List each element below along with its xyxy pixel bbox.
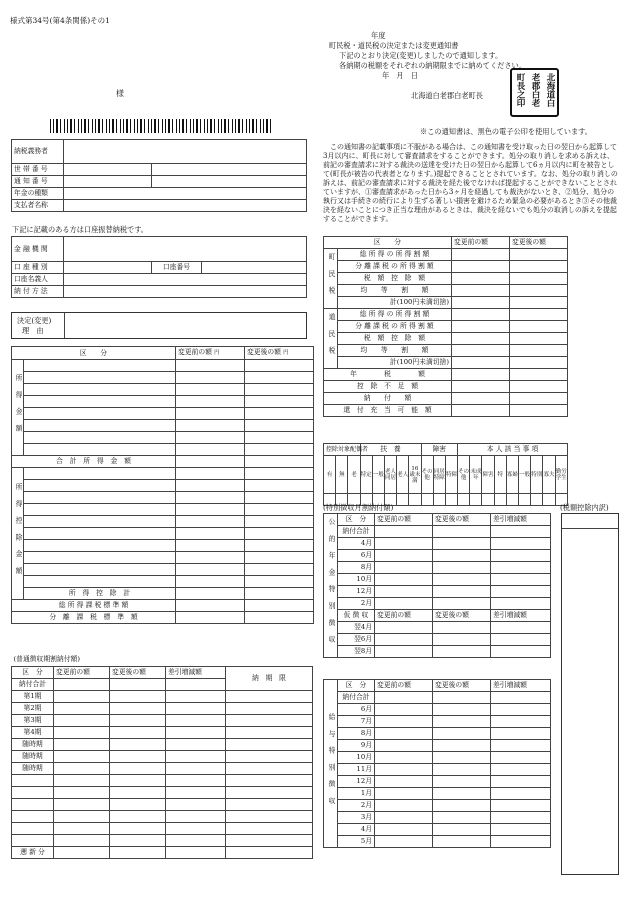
tax-header-category: 区 分	[324, 237, 452, 249]
pension-row-label: 6月	[338, 550, 375, 562]
payment-method-value[interactable]	[64, 286, 307, 298]
status-cell-label: 障害	[482, 456, 494, 494]
status-group-self: 本 人 該 当 事 項	[458, 444, 568, 456]
status-group-spouse: 控除対象配偶者	[324, 444, 361, 456]
status-cell-label: 有	[324, 456, 336, 494]
account-type-value[interactable]	[64, 262, 152, 274]
bank-table	[11, 236, 307, 298]
status-cell-label: 老人同居	[384, 456, 396, 494]
bank-note: 下記に記載のある方は口座振替納税です。	[12, 225, 148, 234]
addressee-sama: 様	[116, 89, 124, 98]
status-cell-label: 一般	[519, 456, 531, 494]
issue-date: 年 月 日	[382, 71, 418, 80]
pension-side-label: 公的年金特別徴収	[324, 514, 338, 658]
payer-name-label: 支払者名称	[12, 200, 64, 212]
ordinary-row-label: 第1期	[12, 690, 54, 702]
seal-note: ※この通知書は、黒色の電子公印を使用しています。	[420, 127, 592, 136]
taxpayer-value[interactable]	[64, 140, 307, 164]
sokyu-label: 遡 新 分	[12, 846, 54, 858]
status-cell-value[interactable]	[531, 494, 543, 506]
reason-label-1: 決定(変更)	[17, 316, 52, 325]
status-cell-label: その他	[458, 456, 470, 494]
status-cell-label: 寡夫	[543, 456, 555, 494]
machi-row: 税 額 控 除 額	[338, 273, 452, 285]
standard-separate-label: 分 離 課 税 標 準 額	[12, 612, 176, 624]
status-cell-value[interactable]	[445, 494, 457, 506]
deduct-total-after[interactable]	[245, 588, 314, 600]
status-cell-label: 寡婦	[506, 456, 518, 494]
ordinary-row-label: 第4期	[12, 726, 54, 738]
provisional-row-label: 翌4月	[338, 622, 375, 634]
special-title: (特別徴収月割納付額)	[323, 503, 394, 512]
ordinary-header-after: 変更後の額	[110, 666, 166, 678]
seal-col-3: 町長之印	[515, 73, 525, 107]
pension-row-label: 12月	[338, 586, 375, 598]
pension-table	[323, 513, 551, 658]
salary-row-label: 4月	[338, 824, 375, 836]
deduction-shortfall-label: 控 除 不 足 額	[324, 381, 452, 393]
salary-table	[323, 679, 551, 848]
status-cell-value[interactable]	[421, 494, 433, 506]
pension-row-label: 納付合計	[338, 526, 375, 538]
income-total-after[interactable]	[245, 456, 314, 468]
form-number: 様式第34号(第4条関係)その1	[10, 16, 110, 25]
status-group-disability: 障害	[421, 444, 458, 456]
status-cell-label: 一般	[372, 456, 384, 494]
taxpayer-label: 納税義務者	[12, 140, 64, 164]
deduct-total-before[interactable]	[176, 588, 245, 600]
do-side-label: 道民税	[324, 309, 338, 369]
pension-row-label: 8月	[338, 562, 375, 574]
status-cell-label: 老人	[397, 456, 409, 494]
provisional-header-before: 変更前の額	[375, 610, 433, 622]
payment-amount-label: 納 付 額	[324, 393, 452, 405]
do-row: 税 額 控 除 額	[338, 333, 452, 345]
status-cell-label: 特	[494, 456, 506, 494]
reason-label-2: 理 由	[22, 326, 44, 335]
ordinary-header-category: 区 分	[12, 666, 54, 678]
pension-header-category: 区 分	[338, 514, 375, 526]
income-side-label: 所得金額	[12, 360, 24, 456]
salary-header-after: 変更後の額	[433, 680, 491, 692]
status-cell-label: 未成年	[470, 456, 482, 494]
status-cell-value[interactable]	[506, 494, 518, 506]
status-cell-label: 特別	[531, 456, 543, 494]
salary-row-label: 8月	[338, 728, 375, 740]
status-cell-label: その他	[421, 456, 433, 494]
ordinary-header-diff: 差引増減額	[166, 666, 226, 678]
notice-title: 町民税・道民税の決定または変更通知書	[329, 41, 459, 50]
salary-header-diff: 差引増減額	[491, 680, 551, 692]
provisional-row-label: 翌6月	[338, 634, 375, 646]
standard-total-label: 総 所 得 課 税 標 準 額	[12, 600, 176, 612]
account-holder-value[interactable]	[64, 274, 307, 286]
salary-row-label: 3月	[338, 812, 375, 824]
notice-no-label: 通 知 番 号	[12, 176, 64, 188]
deduct-side-label: 所得控除金額	[12, 468, 24, 600]
status-cell-label: 老	[348, 456, 360, 494]
deduction-title: (税額控除内訳)	[560, 503, 609, 512]
salary-row-label: 2月	[338, 800, 375, 812]
income-header-before-label: 変更前の額	[178, 348, 212, 356]
salary-row-label: 6月	[338, 704, 375, 716]
deduction-detail-divider	[562, 528, 618, 529]
reason-label-cell	[12, 313, 65, 338]
yen-unit: 円	[214, 350, 220, 356]
household-no-label: 世 帯 番 号	[12, 164, 64, 176]
salary-header-category: 区 分	[338, 680, 375, 692]
do-row: 分 離 課 税 の 所 得 割 額	[338, 321, 452, 333]
status-cell-label: 無	[336, 456, 348, 494]
ordinary-header-due: 納 期 限	[226, 666, 313, 690]
salary-row-label: 12月	[338, 776, 375, 788]
status-cell-label: 特定	[360, 456, 372, 494]
salary-row-label: 10月	[338, 752, 375, 764]
status-cell-label: 特障	[445, 456, 457, 494]
salary-header-before: 変更前の額	[375, 680, 433, 692]
machi-row: 分 離 課 税 の 所 得 割 額	[338, 261, 452, 273]
status-cell-value[interactable]	[519, 494, 531, 506]
salary-row-label: 5月	[338, 836, 375, 848]
status-cell-label: 勤労学生	[555, 456, 567, 494]
status-table	[323, 443, 568, 506]
status-cell-value[interactable]	[482, 494, 494, 506]
pension-type-value[interactable]	[64, 188, 307, 200]
status-cells-row	[324, 456, 568, 494]
issuer-name: 北海道白老郡白老町長	[411, 91, 483, 100]
salary-side-label: 給与特別徴収	[324, 680, 338, 848]
provisional-header-after: 変更後の額	[433, 610, 491, 622]
account-no-value[interactable]	[202, 262, 307, 274]
do-row: 計(100円未満切捨)	[338, 357, 452, 369]
seal-col-1: 北海道白	[545, 73, 555, 107]
notice-line1: 下記のとおり決定(変更)しましたので通知します。	[339, 51, 503, 60]
ordinary-table	[11, 654, 313, 859]
status-cell-value[interactable]	[543, 494, 555, 506]
do-row: 均 等 割 額	[338, 345, 452, 357]
payer-name-value[interactable]	[64, 200, 307, 212]
ordinary-header-before: 変更前の額	[54, 666, 110, 678]
ordinary-title: (普通徴収期割納付額)	[13, 655, 80, 664]
pension-row-label: 4月	[338, 538, 375, 550]
ordinary-row-label: 第3期	[12, 714, 54, 726]
do-row: 総 所 得 の 所 得 割 額	[338, 309, 452, 321]
income-total-label: 合 計 所 得 金 額	[12, 456, 176, 468]
status-cell-value[interactable]	[470, 494, 482, 506]
notice-no-value[interactable]	[64, 176, 152, 188]
payment-method-label: 納 付 方 法	[12, 286, 64, 298]
tax-header-after: 変更後の額	[510, 237, 568, 249]
income-table	[11, 346, 314, 624]
taxpayer-table	[11, 139, 307, 212]
machi-side-label: 町民税	[324, 249, 338, 309]
provisional-row-label: 翌8月	[338, 646, 375, 658]
machi-row: 均 等 割 額	[338, 285, 452, 297]
machi-row: 総 所 得 の 所 得 割 額	[338, 249, 452, 261]
pension-type-label: 年金の種類	[12, 188, 64, 200]
ordinary-row-label: 第2期	[12, 702, 54, 714]
income-total-before[interactable]	[176, 456, 245, 468]
barcode	[50, 119, 274, 133]
pension-header-before: 変更前の額	[375, 514, 433, 526]
status-cell-value[interactable]	[494, 494, 506, 506]
reason-box	[11, 312, 307, 339]
deduction-detail-box	[561, 513, 619, 875]
salary-row-label: 7月	[338, 716, 375, 728]
status-group-dependent: 扶 養	[360, 444, 421, 456]
salary-row-label: 9月	[338, 740, 375, 752]
provisional-header-diff: 差引増減額	[491, 610, 551, 622]
income-header-category: 区 分	[12, 347, 176, 360]
bank-label: 金 融 機 関	[12, 237, 64, 262]
status-cell-value[interactable]	[397, 494, 409, 506]
status-cell-label: 同居特障	[433, 456, 445, 494]
ordinary-row-label: 随時期	[12, 762, 54, 774]
pension-row-label: 2月	[338, 598, 375, 610]
year-label: 年度	[371, 31, 386, 40]
ordinary-row-label: 随時期	[12, 738, 54, 750]
account-holder-label: 口座名義人	[12, 274, 64, 286]
salary-row-label: 1月	[338, 788, 375, 800]
yen-unit: 円	[283, 350, 289, 356]
tax-table	[323, 236, 568, 417]
pension-header-after: 変更後の額	[433, 514, 491, 526]
salary-row-label: 納付合計	[338, 692, 375, 704]
status-cell-label: 16歳未満	[409, 456, 421, 494]
status-cell-value[interactable]	[458, 494, 470, 506]
deduct-total-label: 所 得 控 除 計	[24, 588, 176, 600]
salary-row-label: 11月	[338, 764, 375, 776]
refund-label: 還 付 充 当 可 能 額	[324, 405, 452, 417]
status-cell-value[interactable]	[409, 494, 421, 506]
account-no-label: 口座番号	[152, 262, 202, 274]
notice-line2: 各納期の税額をそれぞれの納期限までに納めてください。	[339, 61, 526, 70]
tax-header-before: 変更前の額	[452, 237, 510, 249]
income-header-before	[176, 347, 245, 360]
income-header-after	[245, 347, 314, 360]
status-cell-value[interactable]	[433, 494, 445, 506]
pension-header-diff: 差引増減額	[491, 514, 551, 526]
ordinary-row-label: 随時期	[12, 750, 54, 762]
official-seal	[510, 68, 559, 117]
machi-row: 計(100円未満切捨)	[338, 297, 452, 309]
legal-notice: この通知書の記載事項に不服がある場合は、この通知書を受け取った日の翌日から起算して3月以内に、町長に対して審査請求をすることができます。処分の取り消しを求める訴えは、前記の審査請求に対する裁決の送達を受けた日の翌日から起算して6ヵ月以内に町を被告として(町長が被告の代表者となります。)提起できることとされています。なお、処分の取り消しの訴えは、前記の審査請求に対する裁決を経た後でなければ提起することができないこととされていますが、①審査請求があった日から3ヶ月を経過しても裁決がないとき、②処分、処分の執行又は手続きの続行により生ずる著しい損害を避けるため緊急の必要があるとき③その他裁決を経ないことにつき正当な理由があるときは、裁決を経ないでも処分の取消しの訴えを提起することができます。	[323, 143, 618, 223]
ordinary-row-label: 納付合計	[12, 678, 54, 690]
income-header-after-label: 変更後の額	[247, 348, 281, 356]
provisional-header: 仮 徴 収	[338, 610, 375, 622]
bank-value[interactable]	[64, 237, 307, 262]
annual-tax-label: 年 税 額	[324, 369, 452, 381]
household-no-value[interactable]	[64, 164, 152, 176]
account-type-label: 口 座 種 別	[12, 262, 64, 274]
seal-col-2: 老郡白老	[530, 73, 540, 107]
pension-row-label: 10月	[338, 574, 375, 586]
